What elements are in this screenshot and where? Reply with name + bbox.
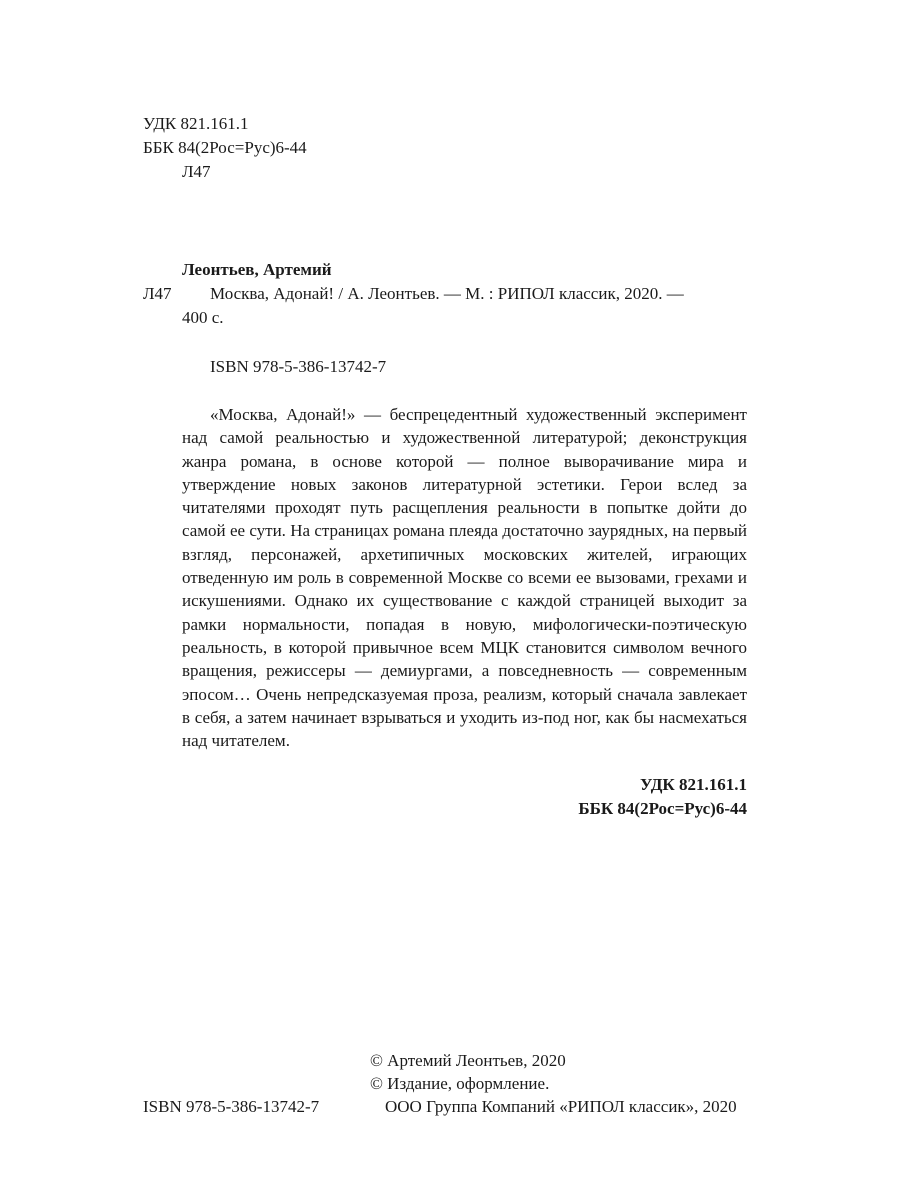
isbn-bottom: ISBN 978-5-386-13742-7 xyxy=(143,1097,320,1116)
copyright-author: © Артемий Леонтьев, 2020 xyxy=(370,1051,566,1070)
copyright-publisher: ООО Группа Компаний «РИПОЛ классик», 2020 xyxy=(385,1097,737,1116)
title-line: Москва, Адонай! / А. Леонтьев. — М. : РИПОЛ классик, 2020. — xyxy=(210,284,684,303)
udk-code-bottom: УДК 821.161.1 xyxy=(639,775,747,794)
author-name: Леонтьев, Артемий xyxy=(182,260,332,279)
author-mark: Л47 xyxy=(182,162,211,181)
annotation-text: «Москва, Адонай!» — беспрецедентный художественный эксперимент над самой реальностью и художественной литературой; деконструкция жанра романа, в основе которой — полное выворачивание мира и утверждение новых законов литературной эстетики. Герои вслед за читателями проходят путь расщепления реальности в попытке дойти до самой ее сути. На страницах романа плеяда достаточно заурядных, на первый взгляд, персонажей, архетипичных московских жителей, играющих отведенную им роль в современной Москве со всеми ее вызовами, грехами и искушениями. Однако их существование с каждой страницей выходит за рамки нормальности, попадая в новую, мифологически-поэтическую реальность, в которой привычное всем МЦК становится символом вечного вращения, режиссеры — демиургами, а повседневность — современным эпосом… Очень непредсказуемая проза, реализм, который сначала завлекает в себя, а затем начинает взрываться и уходить из-под ног, как бы насмехаться над читателем. xyxy=(182,405,747,751)
bbk-code-bottom: ББК 84(2Рос=Рус)6-44 xyxy=(578,799,747,818)
udk-code: УДК 821.161.1 xyxy=(143,114,249,133)
isbn-record: ISBN 978-5-386-13742-7 xyxy=(210,357,387,376)
bbk-code: ББК 84(2Рос=Рус)6-44 xyxy=(143,138,307,157)
record-mark: Л47 xyxy=(143,284,172,303)
copyright-edition: © Издание, оформление. xyxy=(370,1074,550,1093)
pages-line: 400 с. xyxy=(182,308,224,327)
